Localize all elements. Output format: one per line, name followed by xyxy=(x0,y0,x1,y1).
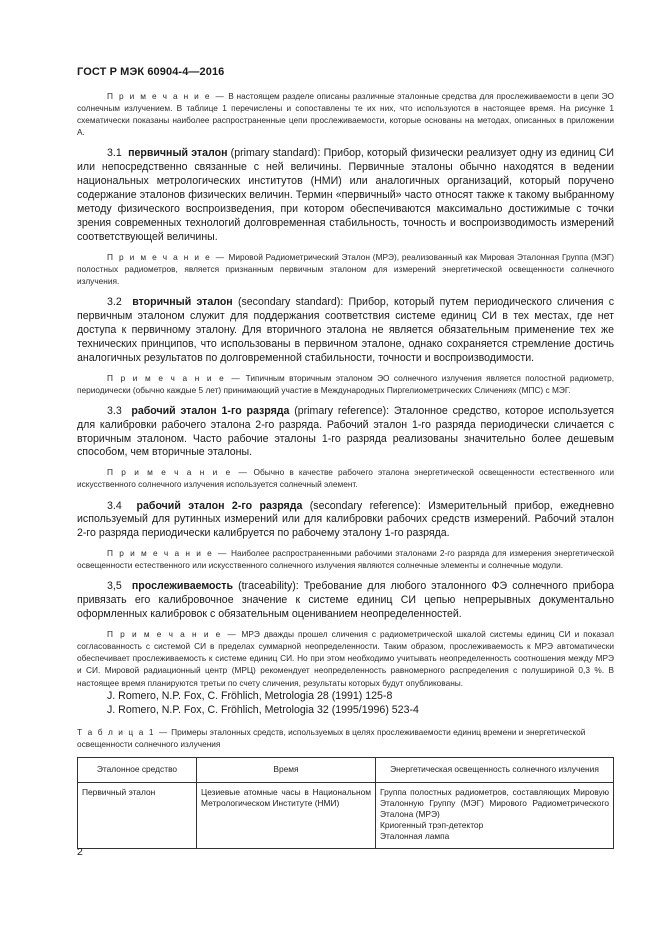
definition-3-5: 3,5 прослеживаемость (traceability): Требование для любого эталонного ФЭ солнечного прибора привязать его калибровочное значение к системе единиц СИ цепью непрерывных документально оформленных калибровок с обязательным оцениванием неопределенностей. xyxy=(77,580,614,621)
table-row xyxy=(78,782,614,848)
definition-3-4: 3.4 рабочий эталон 2-го разряда (secondary reference): Измерительный прибор, ежедневно используемый для рутинных измерений или для калибровки рабочих средств измерений. Рабочий эталон 2-го разряда периодически калибруется по рабочему эталону 1-го разряда. xyxy=(77,499,614,540)
table-header-cell: Время xyxy=(197,757,376,782)
table-cell: Группа полостных радиометров, составляющих Мировую Эталонную Группу (МЭГ) Мирового Радиометрического Эталона (МРЭ) Криогенный трэп-детектор Эталонная лампа xyxy=(376,782,614,848)
table-cell: Цезиевые атомные часы в Национальном Метрологическом Институте (НМИ) xyxy=(197,782,376,848)
table-caption: Т а б л и ц а 1 — Примеры эталонных средств, используемых в целях прослеживаемости единиц времени и энергетической освещенности солнечного излучения xyxy=(77,726,586,749)
table-header-cell: Эталонное средство xyxy=(78,757,197,782)
reference-2: J. Romero, N.P. Fox, C. Fröhlich, Metrologia 32 (1995/1996) 523-4 xyxy=(107,703,419,716)
term-traceability: прослеживаемость xyxy=(131,580,233,593)
document-header: ГОСТ Р МЭК 60904-4—2016 xyxy=(77,66,225,78)
table-header-cell: Энергетическая освещенность солнечного излучения xyxy=(376,757,614,782)
note-3-1: П р и м е ч а н и е — Мировой Радиометрический Эталон (МРЭ), реализованный как Мировая Эталонная Группа (МЭГ) полостных радиометров, является признанным первичным эталоном для измерений энергетической освещенности солнечного излучения. xyxy=(77,251,614,286)
page-number: 2 xyxy=(77,846,83,858)
table-cell: Первичный эталон xyxy=(78,782,197,848)
note-3-2: П р и м е ч а н и е — Типичным вторичным эталоном ЭО солнечного излучения является полостной радиометр, периодически (обычно каждые 5 лет) принимающий участие в Международных Пиргелиометрических Сличениях (МПС) с МЭГ. xyxy=(77,372,614,395)
term-secondary-standard: вторичный эталон xyxy=(132,296,233,308)
document-body xyxy=(77,90,614,849)
definition-3-3: 3.3 рабочий эталон 1-го разряда (primary reference): Эталонное средство, которое используется для калибровки рабочего эталона 2-го разряда. Рабочий эталон 1-го разряда периодически сличается с вторичным эталоном. Часто рабочие эталоны 1-го разряда реализованы значительно более дешевым способом, чем вторичные эталоны. xyxy=(77,404,615,459)
definition-3-2: 3.2 вторичный эталон (secondary standard): Прибор, который путем периодического сличения с первичным эталоном служит для поддержания соответствия системе единиц СИ в тех местах, где нет доступа к первичному эталону. Для вторичного эталона не является обязательным применение тех же технических принципов, что использованы в первичном эталоне, однако сохраняется стремление достичь аналогичных результатов по долговременной стабильности, точности и воспроизводимости. xyxy=(77,296,615,364)
note-3-4: П р и м е ч а н и е — Наиболее распространенными рабочими эталонами 2-го разряда для измерения энергетической освещенности естественного или искусственного солнечного излучения являются солнечные элементы и солнечные модули. xyxy=(77,548,615,571)
definition-3-1: 3.1 первичный эталон (primary standard): Прибор, который физически реализует одну из единиц СИ или непосредственно связанные с ней величины. Первичные эталоны обычно находятся в ведении национальных метрологических институтов (НМИ) или аналогичных организаций, который поручено содержание эталонов физических величин. Термин «первичный» часто относят также к такому выбранному методу физического воспроизведения, при котором обеспечиваются максимально достижимые с точки зрения современных технологий долговременная стабильность, точность и воспроизводимость измерений соответствующей величины. xyxy=(77,147,614,243)
term-primary-standard: первичный эталон xyxy=(128,147,228,160)
term-secondary-reference: рабочий эталон 2-го разряда xyxy=(136,499,303,512)
note-label: П р и м е ч а н и е — xyxy=(107,91,226,101)
intro-note: П р и м е ч а н и е — В настоящем разделе описаны различные эталонные средства для прослеживаемости в цепи ЭО солнечным излучением. В таблице 1 перечислены и сопоставлены те их них, что используются в настоящее время. На рисунке 1 схематически показаны наиболее распространенные цепи прослеживаемости, которые основаны на методах, описанных в приложении А. xyxy=(77,91,615,138)
reference-1: J. Romero, N.P. Fox, C. Fröhlich, Metrologia 28 (1991) 125-8 xyxy=(107,689,393,702)
table-header-row xyxy=(78,757,614,782)
reference-table xyxy=(77,757,614,849)
term-primary-reference: рабочий эталон 1-го разряда xyxy=(131,404,290,417)
note-3-3: П р и м е ч а н и е — Обычно в качестве рабочего эталона энергетической освещенности естественного или искусственного солнечного излучения используется солнечный элемент. xyxy=(77,467,614,490)
note-3-5: П р и м е ч а н и е — МРЭ дважды прошел сличения с радиометрической шкалой системы единиц СИ и показал согласованность с системой СИ в пределах суммарной неопределенности. Таким образом, прослеживаемость к МРЭ автоматически обеспечивает прослеживаемость к системе единиц СИ. Но при этом необходимо учитывать неопределенность соотношения между МРЭ и СИ. Мировой радиационный центр (МРЦ) рекомендует неопределенность равномерного распределения с полушириной 0,3 %. В настоящее время планируются третьи по счету сличения, результаты которых будут опубликованы. xyxy=(77,629,614,688)
